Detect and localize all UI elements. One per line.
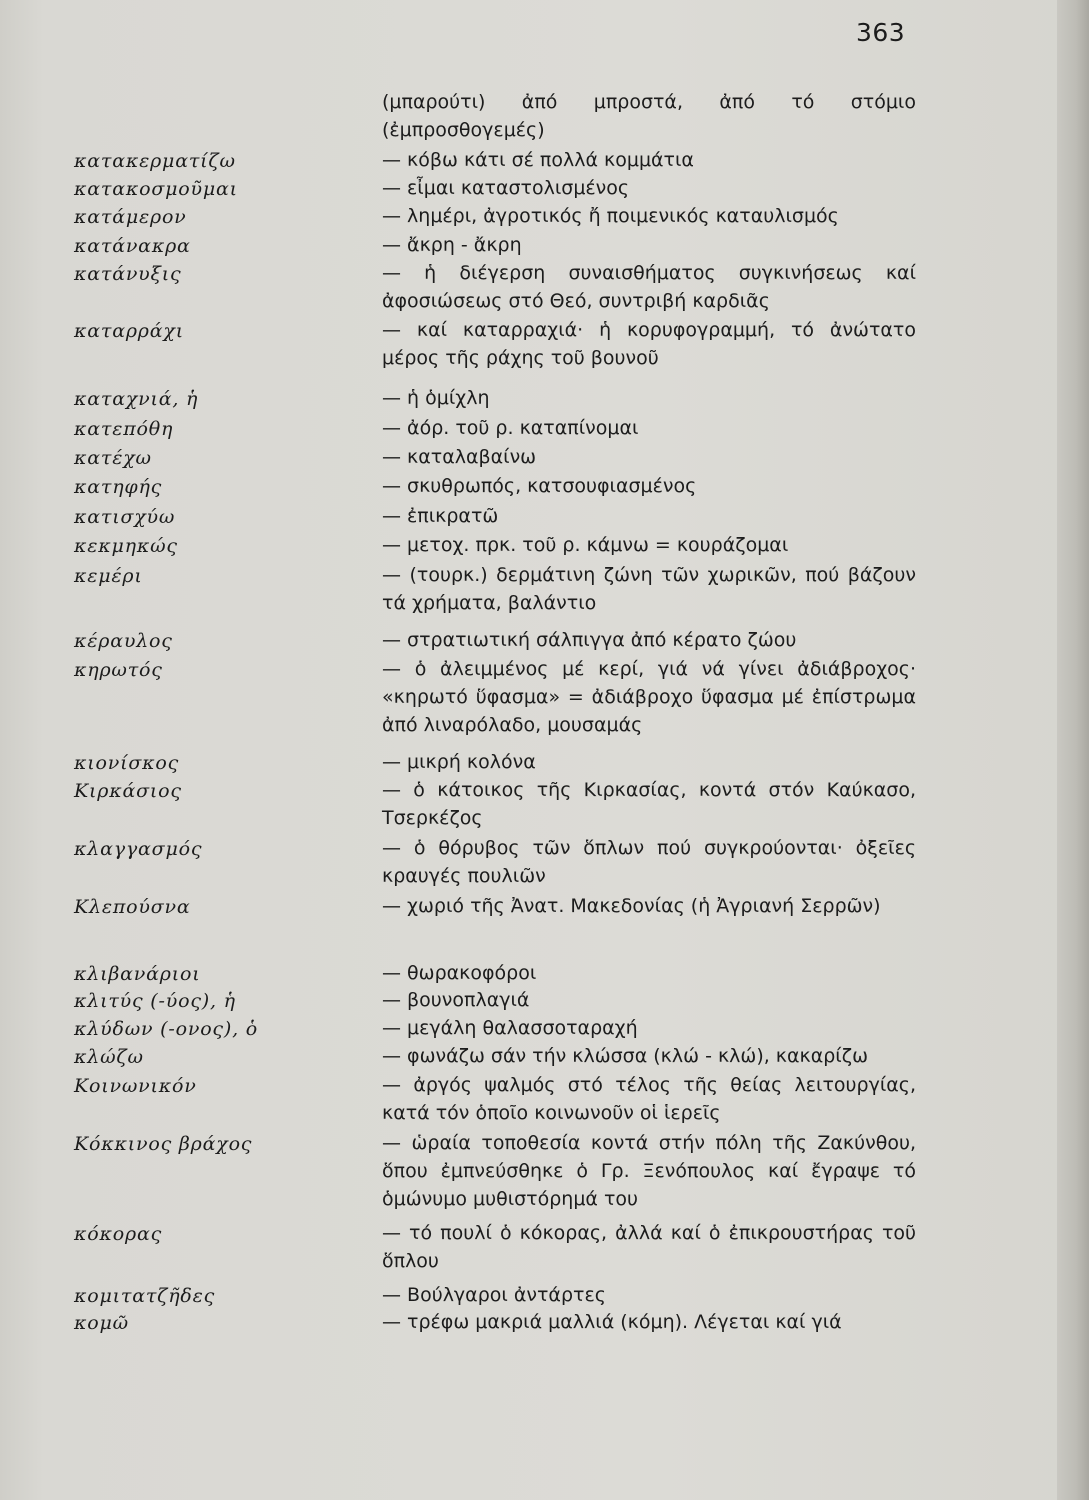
entry-term: κατάνακρα <box>74 235 191 257</box>
entry-term: κλιβανάριοι <box>74 963 201 985</box>
entry-term: κλιτύς (-ύος), ἡ <box>74 990 236 1012</box>
entry-definition: — φωνάζω σάν τήν κλώσσα (κλώ - κλώ), κακαρίζω <box>382 1045 868 1067</box>
page-number: 363 <box>856 18 906 47</box>
entry-definition: — μεγάλη θαλασσοταραχή <box>382 1017 638 1039</box>
entry-term: κομῶ <box>74 1312 129 1334</box>
entry-definition: — βουνοπλαγιά <box>382 989 530 1011</box>
entry-definition: — ὁ ἀλειμμένος μέ κερί, γιά νά γίνει ἀδιάβροχος· «κηρωτό ὕφασμα» = ἀδιάβροχο ὕφασμα μέ ἐπίστρωμα ἀπό λιναρόλαδο, μουσαμάς <box>382 658 916 736</box>
entry-definition: — κόβω κάτι σέ πολλά κομμάτια <box>382 149 694 171</box>
entry-term: κλώζω <box>74 1046 144 1068</box>
page-spine-edge <box>1057 0 1089 1500</box>
entry-term: καταχνιά, ἡ <box>74 388 199 410</box>
entry-definition: — Βούλγαροι ἀντάρτες <box>382 1284 606 1306</box>
entry-definition: — σκυθρωπός, κατσουφιασμένος <box>382 475 697 497</box>
entry-term: κιονίσκος <box>74 752 180 774</box>
entry-term: κατακερματίζω <box>74 150 236 172</box>
entry-definition: — τρέφω μακριά μαλλιά (κόμη). Λέγεται καί γιά <box>382 1311 842 1333</box>
entry-definition: — θωρακοφόροι <box>382 962 537 984</box>
entry-definition: — ὡραία τοποθεσία κοντά στήν πόλη τῆς Ζακύνθου, ὅπου ἐμπνεύσθηκε ὁ Γρ. Ξενόπουλος καί ἔγραψε τό ὁμώνυμο μυθιστόρημά του <box>382 1132 916 1210</box>
entry-definition: — καταλαβαίνω <box>382 446 537 468</box>
entry-definition: — στρατιωτική σάλπιγγα ἀπό κέρατο ζώου <box>382 629 797 651</box>
entry-term: κατάμερον <box>74 206 187 228</box>
entry-term: κεκμηκώς <box>74 535 178 557</box>
entry-term: κατέχω <box>74 447 152 469</box>
entry-definition: — μετοχ. πρκ. τοῦ ρ. κάμνω = κουράζομαι <box>382 534 789 556</box>
entry-term: κέραυλος <box>74 630 173 652</box>
entry-term: κόκορας <box>74 1223 163 1245</box>
entry-definition: (μπαρούτι) ἀπό μπροστά, ἀπό τό στόμιο (ἐμπροσθογεμές) <box>382 91 916 141</box>
entry-term: καταρράχι <box>74 320 184 342</box>
entry-definition: — ἄκρη - ἄκρη <box>382 234 522 256</box>
entry-definition: — ὁ κάτοικος τῆς Κιρκασίας, κοντά στόν Καύκασο, Τσερκέζος <box>382 779 916 829</box>
entry-definition: — ἡ ὁμίχλη <box>382 387 490 409</box>
entry-term: κεμέρι <box>74 565 143 587</box>
entry-definition: — τό πουλί ὁ κόκορας, ἀλλά καί ὁ ἐπικρουστήρας τοῦ ὅπλου <box>382 1222 916 1272</box>
entry-term: κλύδων (-ονος), ὁ <box>74 1018 259 1040</box>
entry-definition: — καί καταρραχιά· ἡ κορυφογραμμή, τό ἀνώτατο μέρος τῆς ράχης τοῦ βουνοῦ <box>382 319 916 369</box>
entry-definition: — (τουρκ.) δερμάτινη ζώνη τῶν χωρικῶν, πού βάζουν τά χρήματα, βαλάντιο <box>382 564 916 614</box>
entry-definition: — ὁ θόρυβος τῶν ὅπλων πού συγκρούονται· ὀξεῖες κραυγές πουλιῶν <box>382 837 916 887</box>
entry-term: Κλεπούσνα <box>74 896 191 918</box>
entry-term: Κιρκάσιος <box>74 780 182 802</box>
entry-term: κατεπόθη <box>74 418 174 440</box>
entry-definition: — εἶμαι καταστολισμένος <box>382 177 630 199</box>
entry-definition: — λημέρι, ἀγροτικός ἤ ποιμενικός καταυλισμός <box>382 205 839 227</box>
entry-term: κηρωτός <box>74 659 163 681</box>
entry-term: κατισχύω <box>74 506 176 528</box>
entry-definition: — ἐπικρατῶ <box>382 505 499 527</box>
entry-term: κομιτατζῆδες <box>74 1285 216 1307</box>
entry-term: κατακοσμοῦμαι <box>74 178 238 200</box>
entry-definition: — μικρή κολόνα <box>382 751 536 773</box>
entry-term: κλαγγασμός <box>74 838 203 860</box>
entry-term: κατάνυξις <box>74 263 182 285</box>
entry-definition: — ἀργός ψαλμός στό τέλος τῆς θείας λειτουργίας, κατά τόν ὁποῖο κοινωνοῦν οἱ ἱερεῖς <box>382 1074 916 1124</box>
entry-term: Κοινωνικόν <box>74 1075 197 1097</box>
entry-definition: — χωριό τῆς Ἀνατ. Μακεδονίας (ἡ Ἀγριανή Σερρῶν) <box>382 895 881 917</box>
entry-term: Κόκκινος βράχος <box>74 1133 253 1155</box>
entry-definition: — ἡ διέγερση συναισθήματος συγκινήσεως καί ἀφοσιώσεως στό Θεό, συντριβή καρδιᾶς <box>382 262 916 312</box>
entry-term: κατηφής <box>74 476 163 498</box>
entry-definition: — ἀόρ. τοῦ ρ. καταπίνομαι <box>382 417 639 439</box>
